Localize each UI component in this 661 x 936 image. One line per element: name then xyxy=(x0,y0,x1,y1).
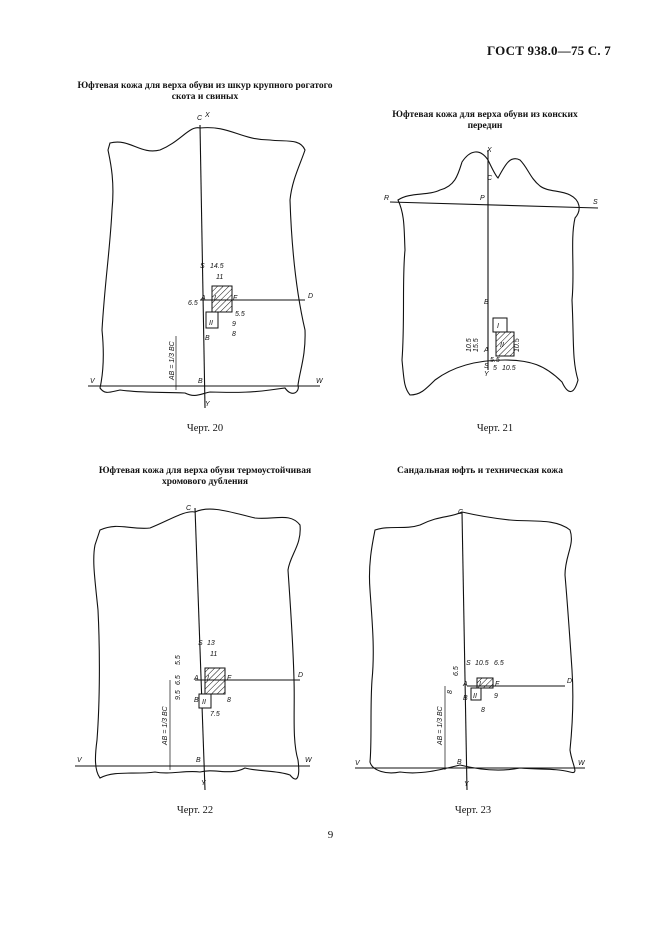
fig20-letter-f: F xyxy=(233,295,238,302)
fig22-letter-a: A xyxy=(194,675,199,682)
fig21-letter-s2: S xyxy=(484,363,489,370)
fig22-letter-b2: B xyxy=(194,697,199,704)
fig20-dim-2: 11 xyxy=(216,274,224,281)
fig23-letter-b2: B xyxy=(463,695,468,702)
fig21-dim-2: 15.5 xyxy=(473,338,480,352)
fig23-dim-6: 8 xyxy=(481,707,485,714)
fig20-letter-i: I xyxy=(214,295,216,302)
fig23-letter-s: S xyxy=(466,660,471,667)
figure-22-caption: Черт. 22 xyxy=(176,805,214,816)
fig20-letter-c: C xyxy=(197,115,203,122)
fig22-letter-s: S xyxy=(198,640,203,647)
figure-20-caption: Черт. 20 xyxy=(186,423,224,434)
fig22-letter-v: V xyxy=(77,757,82,764)
fig21-letter-i: I xyxy=(497,323,499,330)
figure-20-title-line-2: скота и свиных xyxy=(171,92,239,102)
fig20-letter-b2: B xyxy=(205,335,210,342)
fig23-dim-2: 6.5 xyxy=(494,660,504,667)
fig20-dim-5: 9 xyxy=(232,321,236,328)
fig21-letter-b: B xyxy=(484,299,489,306)
fig21-letter-a: A xyxy=(484,347,489,354)
fig20-dim-4: 5.5 xyxy=(235,311,245,318)
fig20-letter-ii: II xyxy=(209,320,213,327)
figure-20-title-line-1: Юфтевая кожа для верха обуви из шкур крупного рогатого xyxy=(77,81,333,91)
fig21-dim-4: 10.5 xyxy=(514,338,521,352)
fig23-letter-b: B xyxy=(457,759,462,766)
fig22-dim-ab: AB = 1/3 BC xyxy=(162,706,169,745)
fig23-letter-y: Y xyxy=(464,781,469,788)
fig21-letter-p: P xyxy=(480,195,485,202)
fig20-dim-ab: AB = 1/3 BC xyxy=(169,341,176,380)
fig22-dim-3: 5.5 xyxy=(175,655,182,665)
fig21-dim-5: 5 xyxy=(493,365,497,372)
fig20-letter-d: D xyxy=(308,293,314,300)
fig23-dim-3: 6.5 xyxy=(453,666,460,676)
fig23-dim-1: 10.5 xyxy=(475,660,489,667)
figure-21-caption: Черт. 21 xyxy=(476,423,514,434)
fig23-letter-ii: II xyxy=(473,693,477,700)
fig20-letter-b: B xyxy=(198,378,203,385)
fig23-hide-outline xyxy=(369,512,574,773)
figure-23-caption: Черт. 23 xyxy=(454,805,492,816)
fig20-letter-a: A xyxy=(201,295,206,302)
fig23-letter-c: C xyxy=(458,509,464,516)
fig21-letter-y: Y xyxy=(484,371,489,378)
figure-22-title-line-2: хромового дубления xyxy=(161,477,249,487)
fig21-letter-r: R xyxy=(384,195,390,202)
fig22-letter-i: I xyxy=(207,675,209,682)
fig22-dim-1: 13 xyxy=(207,640,215,647)
fig22-letter-b: B xyxy=(196,757,201,764)
fig21-letter-c: C xyxy=(487,175,493,182)
fig23-letter-f: F xyxy=(495,681,500,688)
fig21-dim-3: 5.5 xyxy=(490,357,500,364)
fig20-letter-y: Y xyxy=(205,401,210,408)
figure-22-title-line-1: Юфтевая кожа для верха обуви термоустойчивая xyxy=(98,466,312,476)
page-number: 9 xyxy=(327,829,334,841)
fig21-letter-x: X xyxy=(487,147,492,154)
fig22-letter-y: Y xyxy=(201,780,206,787)
fig21-dim-6: 10.5 xyxy=(502,365,516,372)
fig20-dim-6: 8 xyxy=(232,331,236,338)
fig22-dim-7: 7.5 xyxy=(210,711,220,718)
fig22-letter-w: W xyxy=(305,757,312,764)
fig20-letter-s: S xyxy=(200,263,205,270)
document-header: ГОСТ 938.0—75 С. 7 xyxy=(486,43,611,58)
fig23-letter-d: D xyxy=(567,678,573,685)
fig23-letter-w: W xyxy=(578,760,585,767)
fig20-dim-3: 6.5 xyxy=(188,300,198,307)
fig22-dim-5: 9.5 xyxy=(175,690,182,700)
fig22-letter-c: C xyxy=(186,505,192,512)
fig22-dim-4: 6.5 xyxy=(175,675,182,685)
fig20-dim-1: 14.5 xyxy=(210,263,224,270)
fig21-hide-outline xyxy=(398,152,579,395)
figure-21-title-line-2: передин xyxy=(467,121,503,131)
fig22-dim-2: 11 xyxy=(210,651,218,658)
fig23-dim-5: 9 xyxy=(494,693,498,700)
fig21-letter-s: S xyxy=(593,199,598,206)
fig23-letter-v: V xyxy=(355,760,360,767)
fig22-dim-6: 8 xyxy=(227,697,231,704)
fig20-letter-x: X xyxy=(205,112,210,119)
fig21-letter-ii: II xyxy=(500,342,504,349)
fig21-dim-1: 10.5 xyxy=(466,338,473,352)
fig23-letter-a: A xyxy=(463,681,468,688)
fig22-letter-d: D xyxy=(298,672,304,679)
fig20-letter-v: V xyxy=(90,378,95,385)
figure-23-title-line-1: Сандальная юфть и техническая кожа xyxy=(397,466,563,476)
fig22-letter-ii: II xyxy=(202,699,206,706)
fig23-dim-4: 8 xyxy=(447,690,454,694)
fig20-letter-w: W xyxy=(316,378,323,385)
fig22-letter-f: F xyxy=(227,675,232,682)
figure-21-title-line-1: Юфтевая кожа для верха обуви из конских xyxy=(392,110,578,120)
fig23-dim-ab: AB = 1/3 BC xyxy=(437,706,444,745)
fig23-letter-i: I xyxy=(479,681,481,688)
